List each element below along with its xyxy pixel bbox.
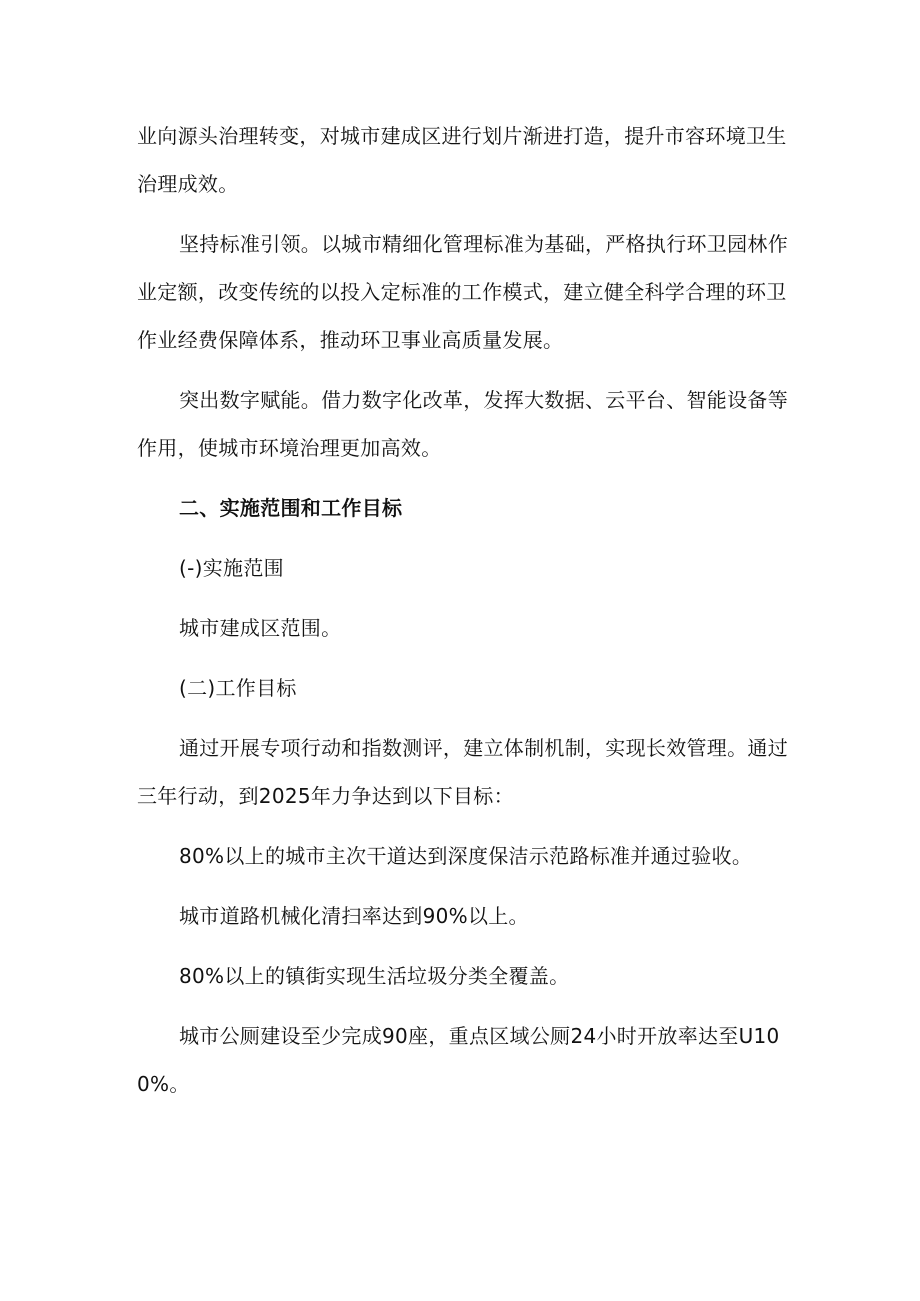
paragraph-goals-intro: 通过开展专项行动和指数测评，建立体制机制，实现长效管理。通过三年行动，到2025年力争达到以下目标： <box>137 736 788 808</box>
goal-item-toilets: 城市公厕建设至少完成90座，重点区域公厕24小时开放率达至U100%。 <box>137 1024 780 1096</box>
subsection-heading-scope: (-)实施范围 <box>179 556 284 580</box>
paragraph-standards: 坚持标准引领。以城市精细化管理标准为基础，严格执行环卫园林作业定额，改变传统的以投入定标准的工作模式，建立健全科学合理的环卫作业经费保障体系，推动环卫事业高质量发展。 <box>137 232 788 352</box>
goal-item-garbage: 80%以上的镇街实现生活垃圾分类全覆盖。 <box>179 964 570 988</box>
section-heading: 二、实施范围和工作目标 <box>179 496 403 520</box>
goal-item-roads: 80%以上的城市主次干道达到深度保洁示范路标准并通过验收。 <box>179 844 753 868</box>
paragraph-continuation: 业向源头治理转变，对城市建成区进行划片渐进打造，提升市容环境卫生治理成效。 <box>137 124 787 196</box>
subsection-heading-goals: (二)工作目标 <box>179 676 297 700</box>
goal-item-mechanized: 城市道路机械化清扫率达到90%以上。 <box>179 904 529 928</box>
paragraph-scope: 城市建成区范围。 <box>179 616 342 640</box>
paragraph-digital: 突出数字赋能。借力数字化改革，发挥大数据、云平台、智能设备等作用，使城市环境治理更加高效。 <box>137 388 788 460</box>
document-body <box>137 112 789 1108</box>
